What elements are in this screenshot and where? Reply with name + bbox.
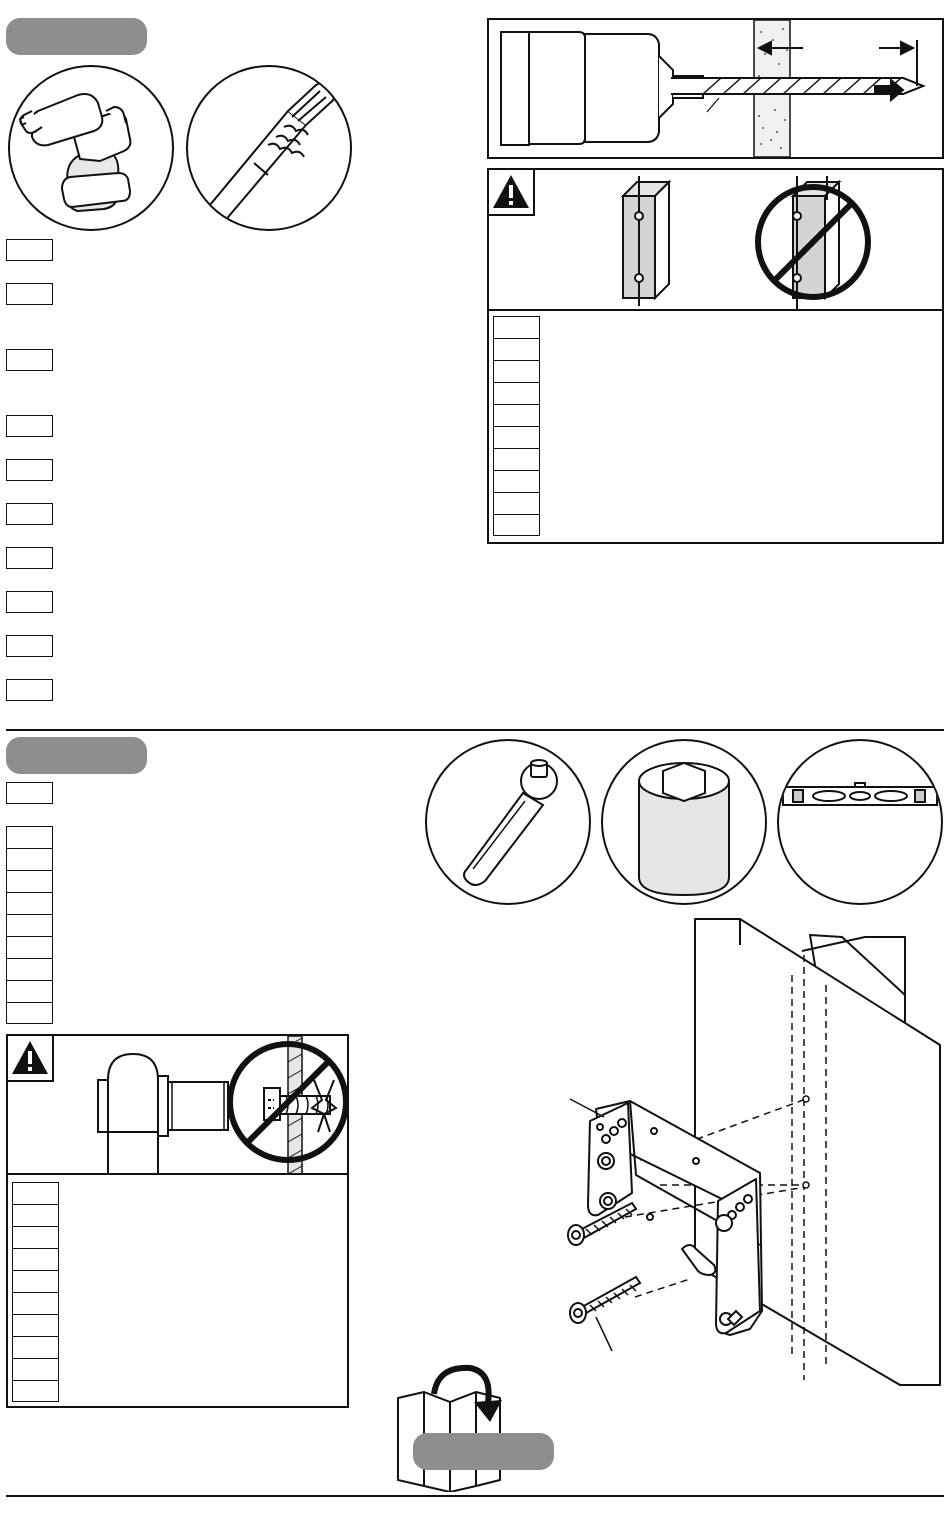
list-item-box <box>6 349 53 371</box>
overtighten-warning-illustration <box>88 1036 348 1174</box>
warning-tab <box>8 1036 54 1082</box>
bubble-level-icon <box>777 739 943 905</box>
list-item-box <box>6 415 53 437</box>
warning-tab <box>489 170 535 216</box>
section-divider <box>6 729 944 731</box>
bracket-mounting-illustration <box>540 915 945 1390</box>
stud-correct-icon <box>617 176 677 306</box>
caution-panel-bottom <box>6 1034 349 1408</box>
list-item-box <box>6 547 53 569</box>
panel-divider <box>8 1173 347 1175</box>
hex-socket-icon <box>601 739 767 905</box>
list-item-box <box>6 591 53 613</box>
step-pill-bottom <box>6 737 147 774</box>
stud-incorrect-icon <box>751 176 876 310</box>
checklist-top-right <box>493 316 540 536</box>
list-item-box <box>6 679 53 701</box>
drill-icon <box>8 65 174 231</box>
warning-triangle-icon <box>489 170 533 214</box>
list-item-box <box>6 635 53 657</box>
list-item-box <box>6 782 53 804</box>
list-item-box <box>6 503 53 525</box>
list-item-box <box>6 239 53 261</box>
step-pill-top <box>6 18 147 55</box>
footer-rule <box>6 1495 944 1497</box>
drill-bit-icon <box>186 65 352 231</box>
caution-panel-top <box>487 168 944 544</box>
turn-page-icon <box>390 1362 510 1492</box>
turn-page-pill <box>413 1433 554 1470</box>
ratchet-wrench-icon <box>425 739 591 905</box>
warning-triangle-icon <box>8 1036 52 1080</box>
panel-divider <box>489 309 942 311</box>
drill-depth-diagram <box>487 18 944 159</box>
checklist-bottom-left <box>6 826 53 1024</box>
list-item-box <box>6 283 53 305</box>
checklist-bottom-caution <box>12 1182 59 1402</box>
list-item-box <box>6 459 53 481</box>
